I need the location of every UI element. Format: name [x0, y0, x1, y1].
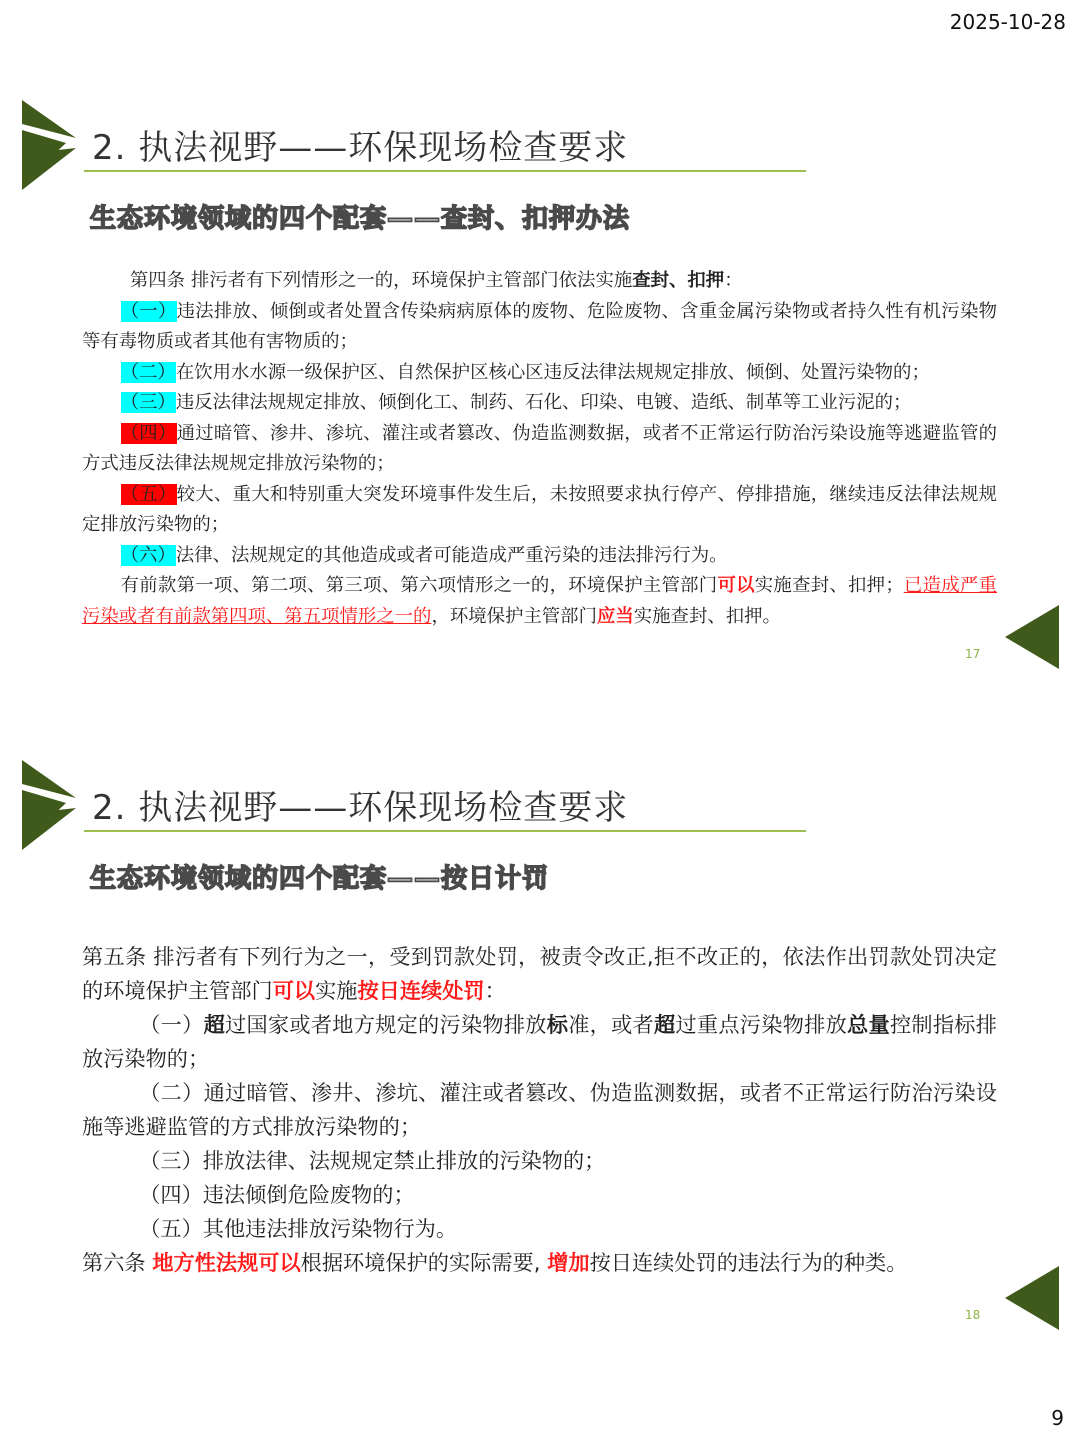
- article-intro: 第四条 排污者有下列情形之一的，环境保护主管部门依法实施查封、扣押：: [129, 270, 743, 291]
- page-number: 9: [1051, 1406, 1064, 1430]
- list-item: （四）违法倾倒危险废物的；: [139, 1182, 415, 1207]
- item-label: （三）: [120, 392, 176, 413]
- article-5-6-body: [82, 940, 997, 1280]
- article-6: 第六条 地方性法规可以根据环境保护的实际需要, 增加按日连续处罚的违法行为的种类。: [82, 1250, 908, 1275]
- article-5-intro: 第五条 排污者有下列行为之一，受到罚款处罚，被责令改正,拒不改正的，依法作出罚款处罚决定的环境保护主管部门可以实施按日连续处罚：: [82, 944, 997, 1003]
- list-item: （五）较大、重大和特别重大突发环境事件发生后，未按照要求执行停产、停排措施，继续违反法律法规规定排放污染物的；: [82, 483, 997, 535]
- item-label: （二）: [120, 361, 176, 383]
- closing-paragraph: 有前款第一项、第二项、第三项、第六项情形之一的，环境保护主管部门可以实施查封、扣押；已造成严重污染或者有前款第四项、第五项情形之一的，环境保护主管部门应当实施查封、扣押。: [82, 575, 997, 627]
- article-4-body: [82, 266, 997, 632]
- list-item: （四）通过暗管、渗井、渗坑、灌注或者篡改、伪造监测数据，或者不正常运行防治污染设施等逃避监管的方式违反法律法规规定排放污染物的；: [82, 422, 997, 474]
- page-date: 2025-10-28: [949, 10, 1066, 34]
- slide-subtitle: 生态环境领域的四个配套——查封、扣押办法: [90, 204, 631, 234]
- item-label: （一）: [120, 300, 177, 322]
- list-item: （六）法律、法规规定的其他造成或者可能造成严重污染的违法排污行为。: [120, 544, 728, 566]
- green-chevron-logo-icon: [20, 760, 78, 850]
- list-item: （一）违法排放、倾倒或者处置含传染病病原体的废物、危险废物、含重金属污染物或者持久性有机污染物等有毒物质或者其他有害物质的；: [82, 300, 997, 352]
- item-label: （六）: [120, 544, 176, 566]
- slide-17: [0, 100, 1080, 680]
- green-left-triangle-icon: [1005, 1266, 1059, 1330]
- list-item: （一）超过国家或者地方规定的污染物排放标准，或者超过重点污染物排放总量控制指标排放污染物的；: [82, 1012, 997, 1071]
- slide-subtitle: 生态环境领域的四个配套——按日计罚: [90, 864, 550, 894]
- green-left-triangle-icon: [1005, 605, 1059, 669]
- slide-number: 18: [965, 1308, 981, 1322]
- list-item: （五）其他违法排放污染物行为。: [139, 1216, 458, 1241]
- green-chevron-logo-icon: [20, 100, 78, 190]
- item-label: （四）: [120, 422, 177, 444]
- slide-18: [0, 760, 1080, 1340]
- slide-number: 17: [965, 647, 981, 661]
- title-underline: [84, 830, 806, 832]
- item-label: （五）: [120, 483, 177, 505]
- title-underline: [84, 170, 806, 172]
- slide-title: 2. 执法视野——环保现场检查要求: [92, 788, 629, 828]
- list-item: （三）违反法律法规规定排放、倾倒化工、制药、石化、印染、电镀、造纸、制革等工业污泥的；: [120, 392, 912, 413]
- list-item: （二）通过暗管、渗井、渗坑、灌注或者篡改、伪造监测数据，或者不正常运行防治污染设施等逃避监管的方式排放污染物的；: [82, 1080, 997, 1139]
- list-item: （二）在饮用水水源一级保护区、自然保护区核心区违反法律法规规定排放、倾倒、处置污染物的；: [120, 361, 930, 383]
- slide-title: 2. 执法视野——环保现场检查要求: [92, 128, 629, 168]
- list-item: （三）排放法律、法规规定禁止排放的污染物的；: [139, 1148, 606, 1173]
